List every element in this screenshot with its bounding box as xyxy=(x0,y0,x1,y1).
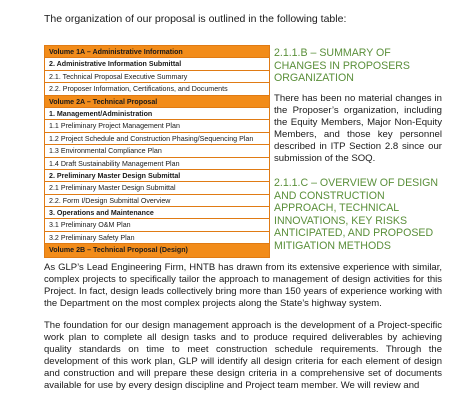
outline-item-row: 2.1 Preliminary Master Design Submittal xyxy=(45,182,269,194)
outline-item-row: 1.4 Draft Sustainability Management Plan xyxy=(45,158,269,170)
outline-item-row: 3.1 Preliminary O&M Plan xyxy=(45,219,269,231)
outline-section-row: 2. Administrative Information Submittal xyxy=(45,58,269,70)
section-b-text: There has been no material changes in the Proposer’s organization, including the Equity Members, Major Non-Equity Members, and those key personnel described in ITP Section 2.8 since our submission of the SOQ. xyxy=(274,92,442,164)
section-c-heading: 2.1.1.C – OVERVIEW OF DESIGN AND CONSTRUCTION APPROACH, TECHNICAL INNOVATIONS, KEY RISKS ANTICIPATED, AND PROPOSED MITIGATION METHODS xyxy=(274,177,439,252)
outline-item-row: 3.2 Preliminary Safety Plan xyxy=(45,232,269,244)
outline-section-row: 3. Operations and Maintenance xyxy=(45,207,269,219)
outline-item-row: 2.1. Technical Proposal Executive Summary xyxy=(45,71,269,83)
outline-section-row: 1. Management/Administration xyxy=(45,108,269,120)
outline-item-row: 2.2. Proposer Information, Certifications, and Documents xyxy=(45,83,269,95)
outline-volume-row: Volume 2A – Technical Proposal xyxy=(45,96,269,108)
section-c xyxy=(274,177,442,252)
proposal-outline-table xyxy=(44,45,270,258)
intro-text: The organization of our proposal is outlined in the following table: xyxy=(44,13,347,25)
outline-item-row: 1.3 Environmental Compliance Plan xyxy=(45,145,269,157)
outline-volume-row: Volume 1A – Administrative Information xyxy=(45,46,269,58)
section-b xyxy=(274,47,442,165)
outline-volume-row: Volume 2B – Technical Proposal (Design) xyxy=(45,244,269,256)
section-b-heading: 2.1.1.B – SUMMARY OF CHANGES IN PROPOSERS ORGANIZATION xyxy=(274,47,410,84)
outline-item-row: 2.2. Form I/Design Submittal Overview xyxy=(45,195,269,207)
outline-item-row: 1.2 Project Schedule and Construction Phasing/Sequencing Plan xyxy=(45,133,269,145)
outline-section-row: 2. Preliminary Master Design Submittal xyxy=(45,170,269,182)
outline-item-row: 1.1 Preliminary Project Management Plan xyxy=(45,120,269,132)
paragraph-1: As GLP’s Lead Engineering Firm, HNTB has drawn from its extensive experience with similar, complex projects to specifically tailor the approach to management of design activities for this Project. In fact, design leads collectively bring more than 150 years of experience working with the Department on the most complex projects along the State’s highway system. xyxy=(44,262,442,309)
paragraph-2: The foundation for our design management approach is the development of a Project-specific work plan to complete all design tasks and to produce required deliverables by achieving quality standards on time to meet construction schedule requirements. Through the development of this work plan, GLP will identify all design criteria for each element of design and construction and will prepare these design criteria in a comprehensive set of documents available for use by every design discipline and Project team member. We will review and xyxy=(44,320,442,391)
